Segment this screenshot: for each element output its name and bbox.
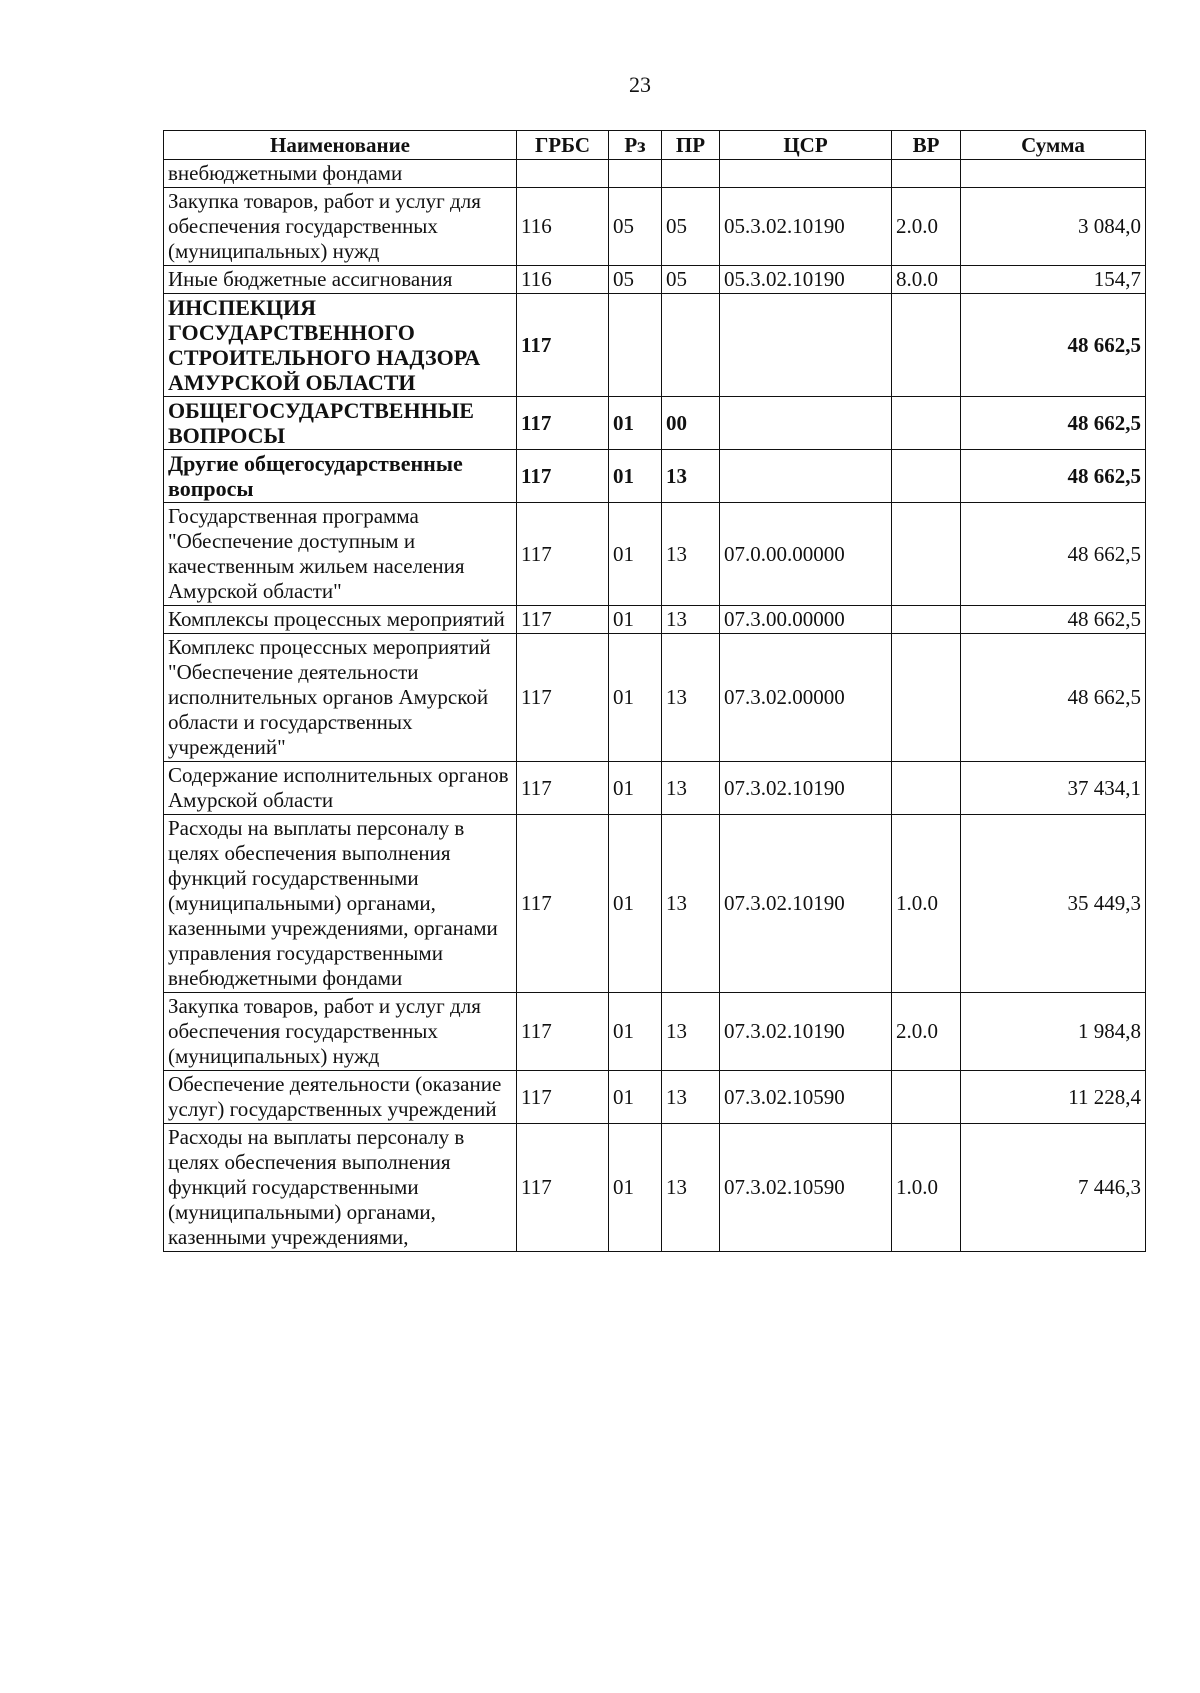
table-row [164, 397, 1146, 450]
cell-pr: 05 [662, 188, 720, 266]
header-row [164, 131, 1146, 160]
budget-table [163, 130, 1146, 1252]
cell-sum: 48 662,5 [961, 634, 1146, 762]
cell-name: Другие общегосударственные вопросы [164, 450, 517, 503]
cell-name: Закупка товаров, работ и услуг для обеспечения государственных (муниципальных) нужд [164, 993, 517, 1071]
cell-grbs: 117 [517, 815, 609, 993]
cell-sum: 11 228,4 [961, 1071, 1146, 1124]
cell-grbs: 117 [517, 993, 609, 1071]
cell-vr [892, 294, 961, 397]
cell-sum: 48 662,5 [961, 503, 1146, 606]
table-row [164, 815, 1146, 993]
cell-csr [720, 294, 892, 397]
cell-grbs: 117 [517, 450, 609, 503]
cell-vr [892, 606, 961, 634]
table-body [164, 160, 1146, 1252]
cell-grbs: 117 [517, 606, 609, 634]
cell-pr [662, 294, 720, 397]
cell-name: Закупка товаров, работ и услуг для обеспечения государственных (муниципальных) нужд [164, 188, 517, 266]
cell-rz: 01 [609, 634, 662, 762]
cell-grbs: 117 [517, 762, 609, 815]
header-rz: Рз [609, 131, 662, 160]
cell-grbs: 117 [517, 294, 609, 397]
table-row [164, 1124, 1146, 1252]
cell-grbs: 117 [517, 634, 609, 762]
table-row [164, 188, 1146, 266]
cell-sum [961, 160, 1146, 188]
cell-rz: 01 [609, 993, 662, 1071]
cell-name: Комплексы процессных мероприятий [164, 606, 517, 634]
cell-rz: 01 [609, 450, 662, 503]
cell-vr [892, 503, 961, 606]
cell-sum: 7 446,3 [961, 1124, 1146, 1252]
cell-rz: 01 [609, 503, 662, 606]
header-csr: ЦСР [720, 131, 892, 160]
cell-vr [892, 160, 961, 188]
cell-grbs [517, 160, 609, 188]
table-row [164, 762, 1146, 815]
cell-pr: 13 [662, 993, 720, 1071]
cell-name: Комплекс процессных мероприятий "Обеспечение деятельности исполнительных органов Амурской области и государственных учреждений" [164, 634, 517, 762]
header-vr: ВР [892, 131, 961, 160]
cell-pr: 13 [662, 815, 720, 993]
cell-pr: 13 [662, 634, 720, 762]
cell-name: Обеспечение деятельности (оказание услуг) государственных учреждений [164, 1071, 517, 1124]
table-row [164, 450, 1146, 503]
cell-csr: 05.3.02.10190 [720, 188, 892, 266]
cell-sum: 48 662,5 [961, 397, 1146, 450]
cell-rz [609, 160, 662, 188]
cell-rz: 01 [609, 606, 662, 634]
cell-pr: 13 [662, 1071, 720, 1124]
cell-vr [892, 397, 961, 450]
cell-sum: 48 662,5 [961, 606, 1146, 634]
cell-rz: 01 [609, 1071, 662, 1124]
cell-grbs: 117 [517, 503, 609, 606]
cell-rz: 01 [609, 1124, 662, 1252]
cell-vr: 1.0.0 [892, 1124, 961, 1252]
cell-rz [609, 294, 662, 397]
cell-name: Расходы на выплаты персоналу в целях обеспечения выполнения функций государственными (муниципальными) органами, казенными учреждениями, [164, 1124, 517, 1252]
header-sum: Сумма [961, 131, 1146, 160]
cell-pr: 00 [662, 397, 720, 450]
table-row [164, 993, 1146, 1071]
table-row [164, 503, 1146, 606]
cell-vr: 2.0.0 [892, 993, 961, 1071]
cell-name: Иные бюджетные ассигнования [164, 266, 517, 294]
cell-sum: 48 662,5 [961, 294, 1146, 397]
cell-csr: 07.0.00.00000 [720, 503, 892, 606]
cell-pr: 13 [662, 503, 720, 606]
cell-name: Расходы на выплаты персоналу в целях обеспечения выполнения функций государственными (муниципальными) органами, казенными учреждениями, органами управления государственными внебюджетными фондами [164, 815, 517, 993]
cell-csr [720, 397, 892, 450]
cell-grbs: 117 [517, 397, 609, 450]
cell-pr [662, 160, 720, 188]
table-row [164, 1071, 1146, 1124]
cell-rz: 01 [609, 762, 662, 815]
table-header [164, 131, 1146, 160]
cell-csr: 05.3.02.10190 [720, 266, 892, 294]
cell-csr: 07.3.02.10190 [720, 762, 892, 815]
cell-rz: 05 [609, 266, 662, 294]
cell-name: Государственная программа "Обеспечение доступным и качественным жильем населения Амурской области" [164, 503, 517, 606]
cell-grbs: 117 [517, 1124, 609, 1252]
cell-csr: 07.3.02.10590 [720, 1124, 892, 1252]
cell-pr: 13 [662, 762, 720, 815]
cell-sum: 35 449,3 [961, 815, 1146, 993]
cell-pr: 13 [662, 606, 720, 634]
cell-vr [892, 450, 961, 503]
cell-vr [892, 634, 961, 762]
cell-csr: 07.3.00.00000 [720, 606, 892, 634]
cell-sum: 48 662,5 [961, 450, 1146, 503]
cell-name: ИНСПЕКЦИЯ ГОСУДАРСТВЕННОГО СТРОИТЕЛЬНОГО НАДЗОРА АМУРСКОЙ ОБЛАСТИ [164, 294, 517, 397]
cell-rz: 01 [609, 815, 662, 993]
cell-csr: 07.3.02.10190 [720, 993, 892, 1071]
cell-sum: 154,7 [961, 266, 1146, 294]
cell-csr: 07.3.02.10190 [720, 815, 892, 993]
table-row [164, 266, 1146, 294]
cell-sum: 1 984,8 [961, 993, 1146, 1071]
cell-name: Содержание исполнительных органов Амурской области [164, 762, 517, 815]
cell-name: внебюджетными фондами [164, 160, 517, 188]
cell-rz: 01 [609, 397, 662, 450]
cell-grbs: 117 [517, 1071, 609, 1124]
cell-pr: 13 [662, 1124, 720, 1252]
cell-vr: 1.0.0 [892, 815, 961, 993]
header-grbs: ГРБС [517, 131, 609, 160]
cell-sum: 37 434,1 [961, 762, 1146, 815]
cell-pr: 05 [662, 266, 720, 294]
page-number: 23 [629, 72, 651, 97]
cell-vr [892, 762, 961, 815]
cell-grbs: 116 [517, 266, 609, 294]
cell-csr: 07.3.02.10590 [720, 1071, 892, 1124]
table-row [164, 160, 1146, 188]
header-name: Наименование [164, 131, 517, 160]
cell-rz: 05 [609, 188, 662, 266]
cell-vr [892, 1071, 961, 1124]
cell-grbs: 116 [517, 188, 609, 266]
cell-sum: 3 084,0 [961, 188, 1146, 266]
cell-vr: 8.0.0 [892, 266, 961, 294]
cell-csr: 07.3.02.00000 [720, 634, 892, 762]
cell-vr: 2.0.0 [892, 188, 961, 266]
header-pr: ПР [662, 131, 720, 160]
cell-csr [720, 450, 892, 503]
cell-csr [720, 160, 892, 188]
cell-name: ОБЩЕГОСУДАРСТВЕННЫЕ ВОПРОСЫ [164, 397, 517, 450]
table-row [164, 634, 1146, 762]
table-row [164, 606, 1146, 634]
table-row [164, 294, 1146, 397]
cell-pr: 13 [662, 450, 720, 503]
